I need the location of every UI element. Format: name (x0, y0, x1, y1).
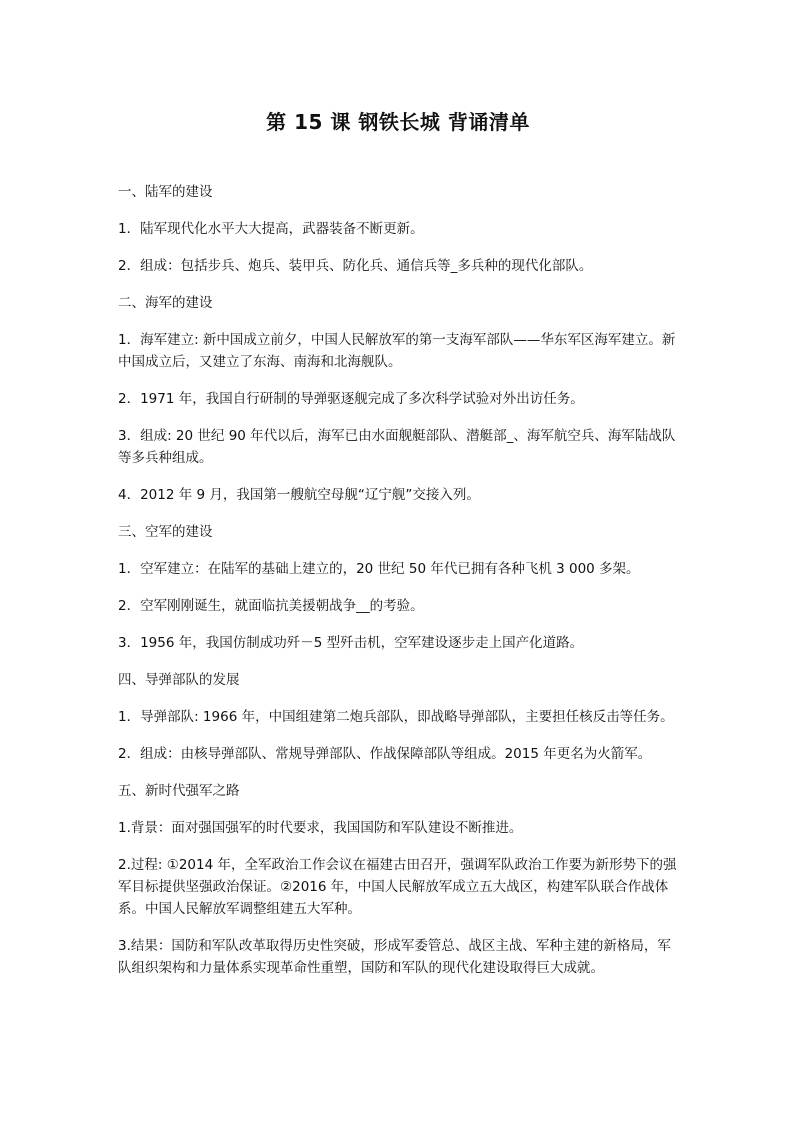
section-heading-navy: 二、海军的建设 (118, 295, 213, 311)
army-point-2: 2．组成：包括步兵、炮兵、装甲兵、防化兵、通信兵等_多兵种的现代化部队。 (118, 258, 593, 274)
missile-point-1: 1．导弹部队: 1966 年，中国组建第二炮兵部队，即战略导弹部队，主要担任核反击等任务。 (118, 709, 674, 725)
airforce-point-1: 1．空军建立：在陆军的基础上建立的，20 世纪 50 年代已拥有各种飞机 3 000 多架。 (118, 561, 640, 577)
newera-point-1: 1.背景：面对强国强军的时代要求，我国国防和军队建设不断推进。 (118, 820, 523, 836)
page-title: 第 15 课 钢铁长城 背诵清单 (266, 110, 530, 134)
navy-point-3: 3．组成: 20 世纪 90 年代以后，海军已由水面舰艇部队、潜艇部_、海军航空兵、海军陆战队等多兵种组成。 (118, 428, 676, 466)
missile-point-2: 2．组成：由核导弹部队、常规导弹部队、作战保障部队等组成。2015 年更名为火箭军。 (118, 746, 652, 762)
navy-point-1: 1．海军建立: 新中国成立前夕，中国人民解放军的第一支海军部队——华东军区海军建立。新中国成立后，又建立了东海、南海和北海舰队。 (118, 332, 676, 370)
navy-point-4: 4．2012 年 9 月，我国第一艘航空母舰“辽宁舰”交接入列。 (118, 487, 480, 503)
section-heading-army: 一、陆军的建设 (118, 184, 213, 200)
airforce-point-2: 2．空军刚刚诞生，就面临抗美援朝战争__的考验。 (118, 598, 424, 614)
airforce-point-3: 3．1956 年，我国仿制成功歼－5 型歼击机，空军建设逐步走上国产化道路。 (118, 635, 584, 651)
army-point-1: 1．陆军现代化水平大大提高，武器装备不断更新。 (118, 221, 424, 237)
section-heading-newera: 五、新时代强军之路 (118, 783, 240, 799)
newera-point-2: 2.过程: ①2014 年，全军政治工作会议在福建古田召开，强调军队政治工作要为新形势下的强军目标提供坚强政治保证。②2016 年，中国人民解放军成立五大战区，构建军队联合作战体系。中国人民解放军调整组建五大军种。 (118, 857, 677, 917)
section-heading-missile: 四、导弹部队的发展 (118, 672, 240, 688)
navy-point-2: 2．1971 年，我国自行研制的导弹驱逐舰完成了多次科学试验对外出访任务。 (118, 391, 584, 407)
section-heading-airforce: 三、空军的建设 (118, 524, 213, 540)
newera-point-3: 3.结果：国防和军队改革取得历史性突破，形成军委管总、战区主战、军种主建的新格局，军队组织架构和力量体系实现革命性重塑，国防和军队的现代化建设取得巨大成就。 (118, 938, 671, 976)
